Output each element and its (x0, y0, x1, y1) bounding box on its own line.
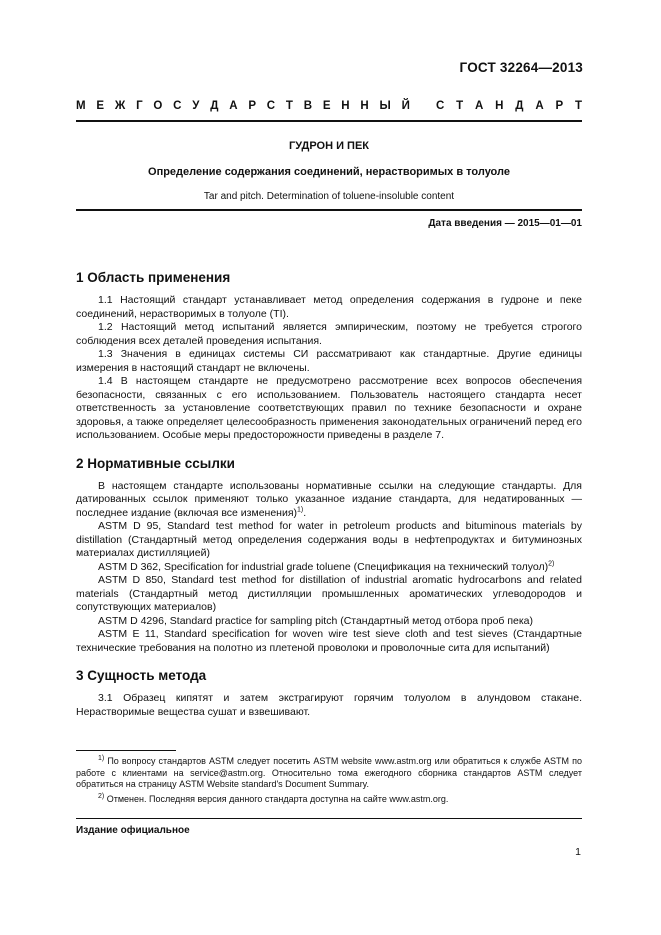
footnotes (76, 756, 582, 805)
header-rule (76, 120, 582, 122)
reference-item: ASTM D 850, Standard test method for distillation of industrial aromatic hydrocarbons and related materials (Стандартный метод дистилляции промышленных ароматических углеводородов и сопутствующих материалов) (76, 574, 582, 613)
standard-word (436, 100, 582, 112)
section-heading: 1 Область применения (76, 270, 231, 285)
intro-date: Дата введения — 2015—01—01 (428, 218, 582, 229)
banner-letter: Т (285, 100, 293, 112)
paragraph: 1.2 Настоящий метод испытаний является эмпирическим, поэтому не требуется строгого соблюдения всех деталей проведения испытания. (76, 321, 582, 347)
page-number: 1 (575, 846, 581, 858)
banner-letter: С (436, 100, 445, 112)
title-en: Tar and pitch. Determination of toluene-insoluble content (203, 191, 455, 202)
banner-letter: О (153, 100, 163, 112)
banner-letter: Р (555, 100, 564, 112)
footnote-mark: 1) (98, 755, 105, 762)
banner-letter: Н (360, 100, 369, 112)
banner-letter: А (475, 100, 484, 112)
section-normative-references (76, 456, 582, 656)
banner-letter: С (173, 100, 182, 112)
banner-letter: Р (248, 100, 256, 112)
reference-item: ASTM D 4296, Standard practice for sampling pitch (Стандартный метод отбора проб пека) (98, 614, 534, 627)
banner-letter: Д (515, 100, 524, 112)
banner-letter: Ы (379, 100, 391, 112)
banner-letter: А (229, 100, 238, 112)
banner-letter: У (192, 100, 200, 112)
footnote-ref[interactable]: 2) (548, 560, 555, 567)
footnote: $^{2)}$ Отменен. Последняя версия данного стандарта доступна на сайте www.astm.org. (98, 792, 449, 804)
paragraph: 1.1 Настоящий стандарт устанавливает метод определения содержания в гудроне и пеке соединений, нерастворимых в толуоле (TI). (76, 294, 582, 320)
banner-letter: Н (495, 100, 504, 112)
banner-letter: Й (401, 100, 410, 112)
banner-letter: Т (574, 100, 582, 112)
edition-rule (76, 818, 582, 819)
paragraph: 1.3 Значения в единицах системы СИ рассматривают как стандартные. Другие единицы измерения в настоящий стандарт не включены. (76, 348, 582, 374)
document-body (76, 270, 582, 732)
title-rule (76, 209, 582, 211)
banner-letter: Е (96, 100, 105, 112)
footnote-mark: 2) (98, 792, 105, 800)
section-heading: 2 Нормативные ссылки (76, 455, 235, 471)
banner-letter: Т (456, 100, 464, 112)
paragraph: В настоящем стандарте использованы нормативные ссылки на следующие стандарты. Для датированных ссылок применяют только указанное издание стандарта, для недатированных — последнее издание (включая все изменения)$^{1)}$. (76, 479, 582, 519)
paragraph: 1.4 В настоящем стандарте не предусмотрено рассмотрение всех вопросов обеспечения безопасности, связанных с его использованием. Пользователь настоящего стандарта несет ответственность за установление соответствующих правил по технике безопасности и охране здоровья, а также определяет целесообразность применения законодательных ограничений перед его использованием. Особые меры предосторожности приведены в разделе 7. (76, 375, 582, 441)
reference-item: ASTM E 11, Standard specification for woven wire test sieve cloth and test sieves (Стандартные технические требования на полотно из плетеной проволоки и проволочные сита для испытаний) (76, 628, 582, 654)
banner-letter: А (535, 100, 544, 112)
footnote: $^{1)}$ По вопросу стандартов ASTM следует посетить ASTM website www.astm.org или обратиться к службе ASTM по работе с клиентами на service@astm.org. Относительно тома ежегодного сборника стандартов ASTM следует обратиться на страницу ASTM Website standard's Document Summary. (76, 755, 582, 789)
banner-letter: Ж (114, 100, 126, 112)
reference-item: ASTM D 362, Specification for industrial grade toluene (Спецификация на технический толуол)$^{2)}$ (98, 560, 555, 573)
footnote-ref[interactable]: 1) (297, 506, 304, 513)
banner-letter: М (76, 100, 86, 112)
section-scope (76, 270, 582, 443)
interstate-standard-banner (76, 100, 582, 112)
reference-item: ASTM D 95, Standard test method for water in petroleum products and bituminous materials by distillation (Стандартный метод определения содержания воды в нефтепродуктах и битуминозных материалах дистилляцией) (76, 520, 582, 559)
banner-letter: Е (322, 100, 331, 112)
standard-code: ГОСТ 32264—2013 (459, 60, 583, 75)
section-heading: 3 Сущность метода (76, 668, 207, 683)
interstate-word (76, 100, 410, 112)
section-method-essence (76, 668, 582, 719)
banner-letter: В (303, 100, 313, 112)
subtitle-ru: Определение содержания соединений, нерастворимых в толуоле (148, 166, 510, 178)
banner-letter: Д (210, 100, 219, 112)
title-ru: ГУДРОН И ПЕК (288, 140, 370, 152)
banner-letter: Н (341, 100, 350, 112)
paragraph: 3.1 Образец кипятят и затем экстрагируют горячим толуолом в алундовом стакане. Нерастворимые вещества сушат и взвешивают. (76, 692, 582, 718)
banner-letter: Г (136, 100, 143, 112)
banner-letter: С (266, 100, 276, 112)
edition-label: Издание официальное (76, 825, 190, 836)
footnote-rule (76, 750, 176, 751)
